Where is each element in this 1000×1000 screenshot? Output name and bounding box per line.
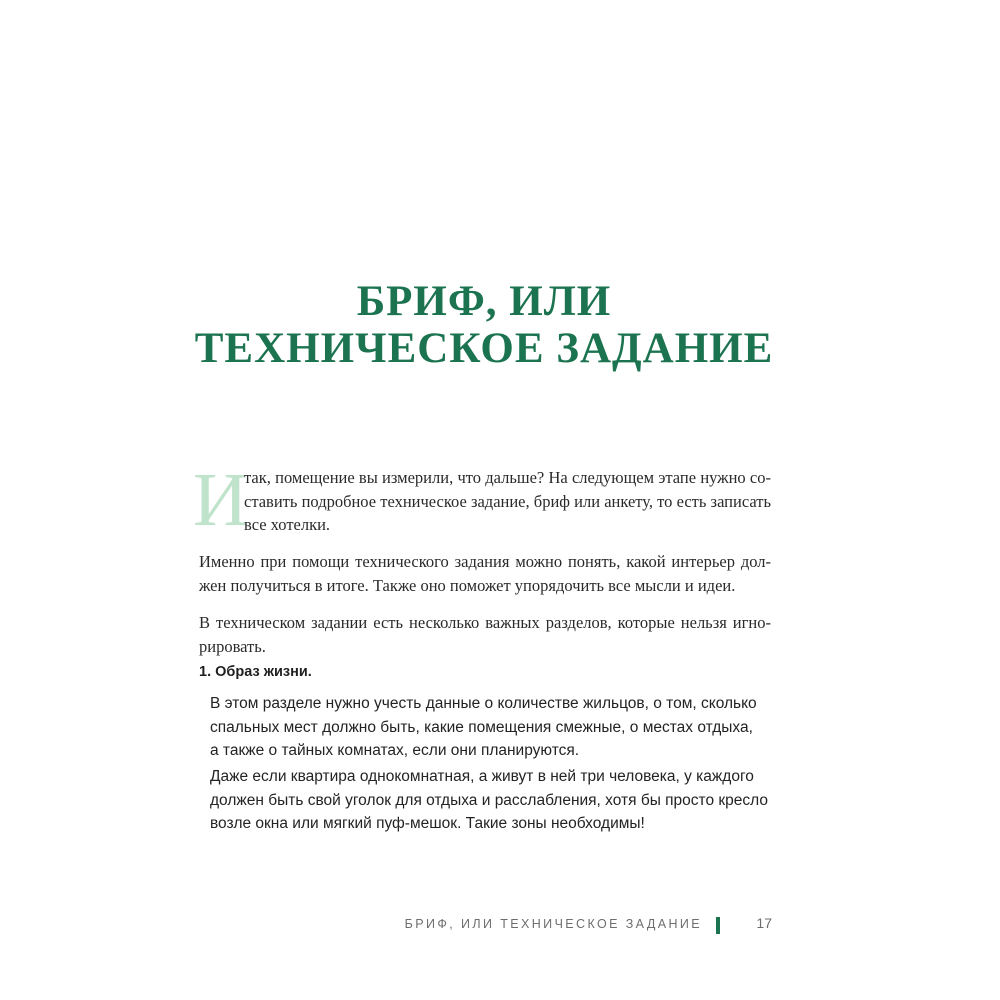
section-line: должен быть свой уголок для отдыха и расслабления, хотя бы просто кресло xyxy=(210,791,768,809)
chapter-title xyxy=(150,278,818,372)
footer-divider xyxy=(716,917,720,934)
section-line: Даже если квартира однокомнатная, а живут в ней три человека, у каждого xyxy=(210,768,754,785)
section-line: В этом разделе нужно учесть данные о количестве жильцов, о том, сколько xyxy=(210,695,757,712)
page-number: 17 xyxy=(756,915,772,931)
section-line: спальных мест должно быть, какие помещения смежные, о местах отдыха, xyxy=(210,718,753,736)
body-line: В техническом задании есть несколько важных разделов, которые нельзя игно- xyxy=(199,613,771,632)
intro-paragraph xyxy=(193,458,771,542)
page-footer xyxy=(380,914,772,938)
intro-line: так, помещение вы измерили, что дальше? На следующем этапе нужно со- xyxy=(244,468,771,487)
section-paragraph xyxy=(210,692,775,763)
body-paragraph xyxy=(199,611,771,658)
section-line: а также о тайных комнатах, если они планируются. xyxy=(210,742,580,759)
section-heading: 1. Образ жизни. xyxy=(199,664,312,680)
drop-cap: И xyxy=(193,458,248,542)
intro-text xyxy=(193,458,771,542)
body-line: Именно при помощи технического задания можно понять, какой интерьер дол- xyxy=(199,552,771,571)
section-line: возле окна или мягкий пуф-мешок. Такие зоны необходимы! xyxy=(210,815,645,832)
section-paragraph xyxy=(210,765,775,836)
body-paragraph xyxy=(199,550,771,597)
body-line: рировать. xyxy=(199,636,266,656)
chapter-title-line-2: ТЕХНИЧЕСКОЕ ЗАДАНИЕ xyxy=(194,325,774,372)
body-line: жен получиться в итоге. Также оно поможет упорядочить все мысли и идеи. xyxy=(199,575,736,595)
chapter-title-line-1: БРИФ, ИЛИ xyxy=(356,278,612,325)
intro-line: ставить подробное техническое задание, бриф или анкету, то есть записать xyxy=(244,491,771,511)
intro-line: все хотелки. xyxy=(244,515,331,534)
running-head: БРИФ, ИЛИ ТЕХНИЧЕСКОЕ ЗАДАНИЕ xyxy=(404,917,702,931)
